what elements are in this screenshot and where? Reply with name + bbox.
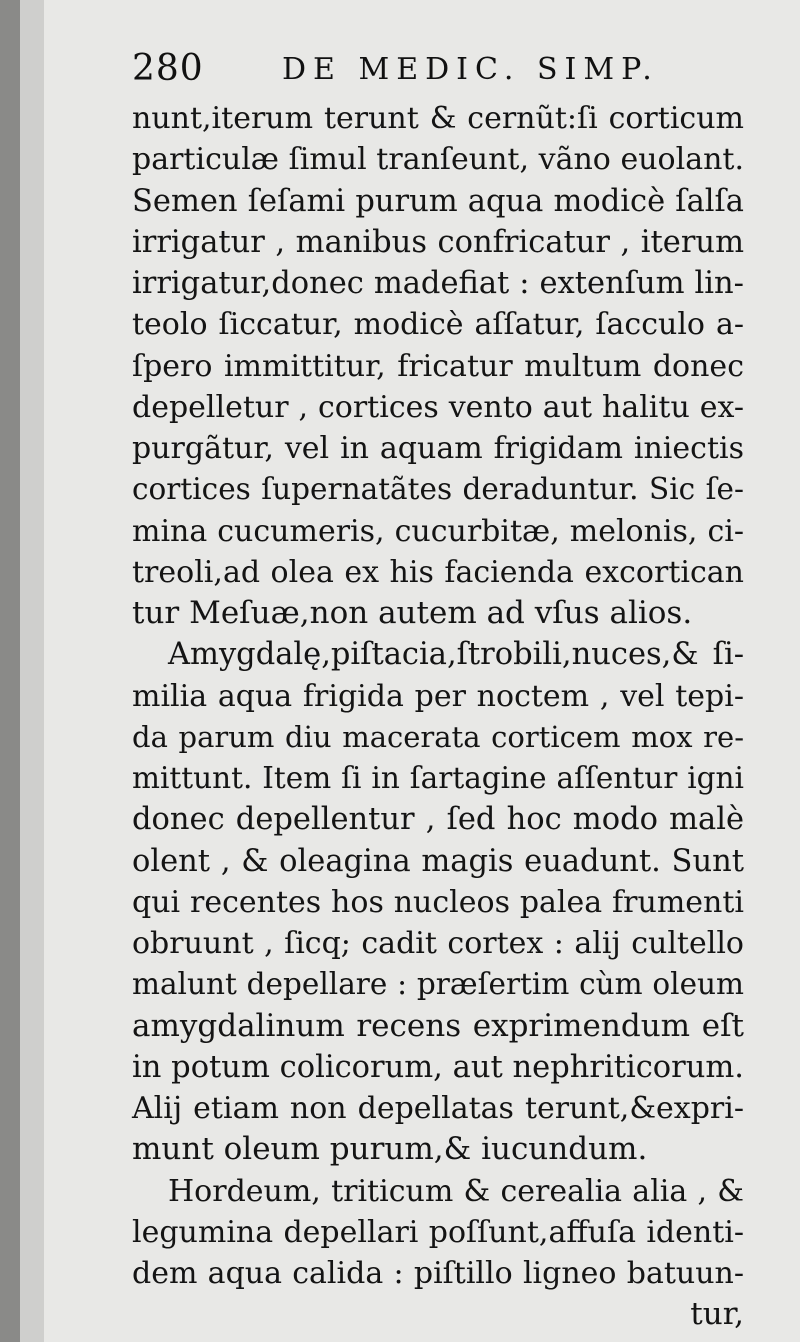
body-text [132,98,744,1336]
text-line: obruunt , ſicq; cadit cortex : alij cultello [132,926,744,961]
text-line: qui recentes hos nucleos palea frumenti [132,884,744,920]
running-title: DE MEDIC. SIMP. [282,52,659,87]
text-line: Semen ſeſami purum aqua modicè ſalſa [132,183,744,219]
text-line: ſpero immittitur, fricatur multum donec [132,348,744,384]
text-line: legumina depellari poſſunt,affuſa identi- [132,1214,744,1250]
text-line: in potum colicorum, aut nephriticorum. [132,1049,744,1085]
catchword: tur, [690,1296,744,1333]
page-gutter [20,0,44,1342]
text-line: nunt,iterum terunt & cernũt:ſi corticum [132,101,744,136]
text-line: mittunt. Item ſi in ſartagine aſſentur igni [132,761,744,795]
text-line: depelletur , cortices vento aut halitu ex- [132,389,744,425]
text-line: irrigatur , manibus confricatur , iterum [132,224,744,260]
text-line: tur Meſuæ,non autem ad vſus alios. [132,595,693,631]
text-line: olent , & oleagina magis euadunt. Sunt [132,843,744,879]
page-number: 280 [132,48,204,89]
text-line: treoli,ad olea ex his facienda excortican [132,554,744,590]
text-line: malunt depellare : præſertim cùm oleum [132,967,744,1002]
text-line: dem aqua calida : piſtillo ligneo batuun- [132,1256,744,1291]
text-line: irrigatur,donec madefiat : extenſum lin- [132,266,744,301]
running-head [132,42,692,98]
text-line: milia aqua frigida per noctem , vel tepi- [132,678,744,714]
text-line: donec depellentur , ſed hoc modo malè [132,802,744,838]
text-line: amygdalinum recens exprimendum eſt [132,1007,744,1044]
text-line: Hordeum, triticum & cerealia alia , & [168,1173,744,1209]
text-line: purgãtur, vel in aquam frigidam iniectis [132,431,744,466]
text-line: Alij etiam non depellatas terunt,&expri- [132,1091,744,1126]
text-line: teolo ſiccatur, modicè aſſatur, ſacculo a- [132,307,744,343]
text-line: particulæ ſimul tranſeunt, vãno euolant. [132,142,744,178]
text-line: da parum diu macerata corticem mox re- [132,719,744,754]
text-line: Amygdalę,piſtacia,ſtrobili,nuces,& ſi- [168,637,744,673]
binding-edge [0,0,20,1342]
text-line: munt oleum purum,& iucundum. [132,1131,648,1168]
text-line: mina cucumeris, cucurbitæ, melonis, ci- [132,513,744,549]
text-line: cortices ſupernatãtes deraduntur. Sic ſe- [132,472,744,507]
